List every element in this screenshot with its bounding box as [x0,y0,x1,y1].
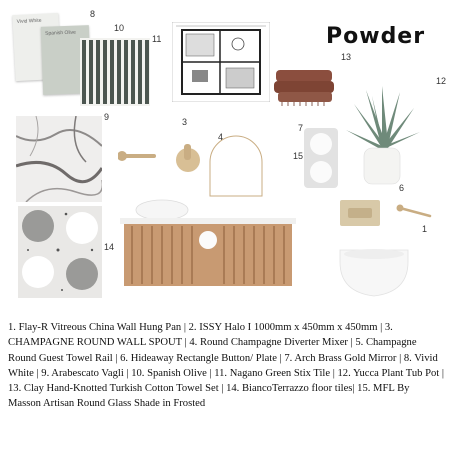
label-1: 1 [422,224,428,234]
label-13: 13 [341,52,352,62]
label-6: 6 [399,183,405,193]
arch-mirror [206,132,266,198]
label-11: 11 [152,34,162,44]
terrazzo-tiles [18,206,102,298]
vanity-and-basin [120,196,296,290]
label-12: 12 [436,76,447,86]
flush-button-plate [340,200,380,226]
wall-hung-toilet [334,244,414,300]
towel-rail [396,204,432,220]
label-9: 9 [104,112,110,122]
label-15: 15 [293,151,304,161]
wall-spout-and-mixer [118,140,210,180]
stix-tile-swatch [80,38,150,106]
glass-shade-lights [304,128,338,188]
towel-set [272,64,338,106]
label-8: 8 [90,9,96,19]
marble-swatch [16,116,102,202]
label-4: 4 [218,132,224,142]
yucca-plant [342,84,422,190]
label-14: 14 [104,242,115,252]
swatch-label-vivid-white: Vivid White [16,17,42,26]
product-caption: 1. Flay-R Vitreous China Wall Hung Pan | 2. ISSY Halo I 1000mm x 450mm x 450mm | 3. CHAMPAGNE ROUND WALL SPOUT | 4. Round Champagne Diverter Mixer | 5. Champagne Round Guest Towel Rail | 6. Hideaway Rectangle Button/ Plate | 7. Arch Brass Gold Mirror | 8. Vivid White | 9. Arabescato Vagli | 10. Spanish Olive | 11. Nagano Green Stix Tile | 12. Yucca Plant Tub Pot | 13. Clay Hand-Knotted Turkish Cotton Towel Set | 14. BiancoTerrazzo floor tiles| 15. MFL By Masson Artisan Round Glass Shade in Frosted [8,322,444,410]
swatch-label-spanish-olive: Spanish Olive [44,29,77,37]
label-7: 7 [298,123,304,133]
label-10: 10 [114,23,125,33]
floor-plan [172,22,270,102]
label-3: 3 [182,117,188,127]
board-title: Powder [326,24,426,49]
